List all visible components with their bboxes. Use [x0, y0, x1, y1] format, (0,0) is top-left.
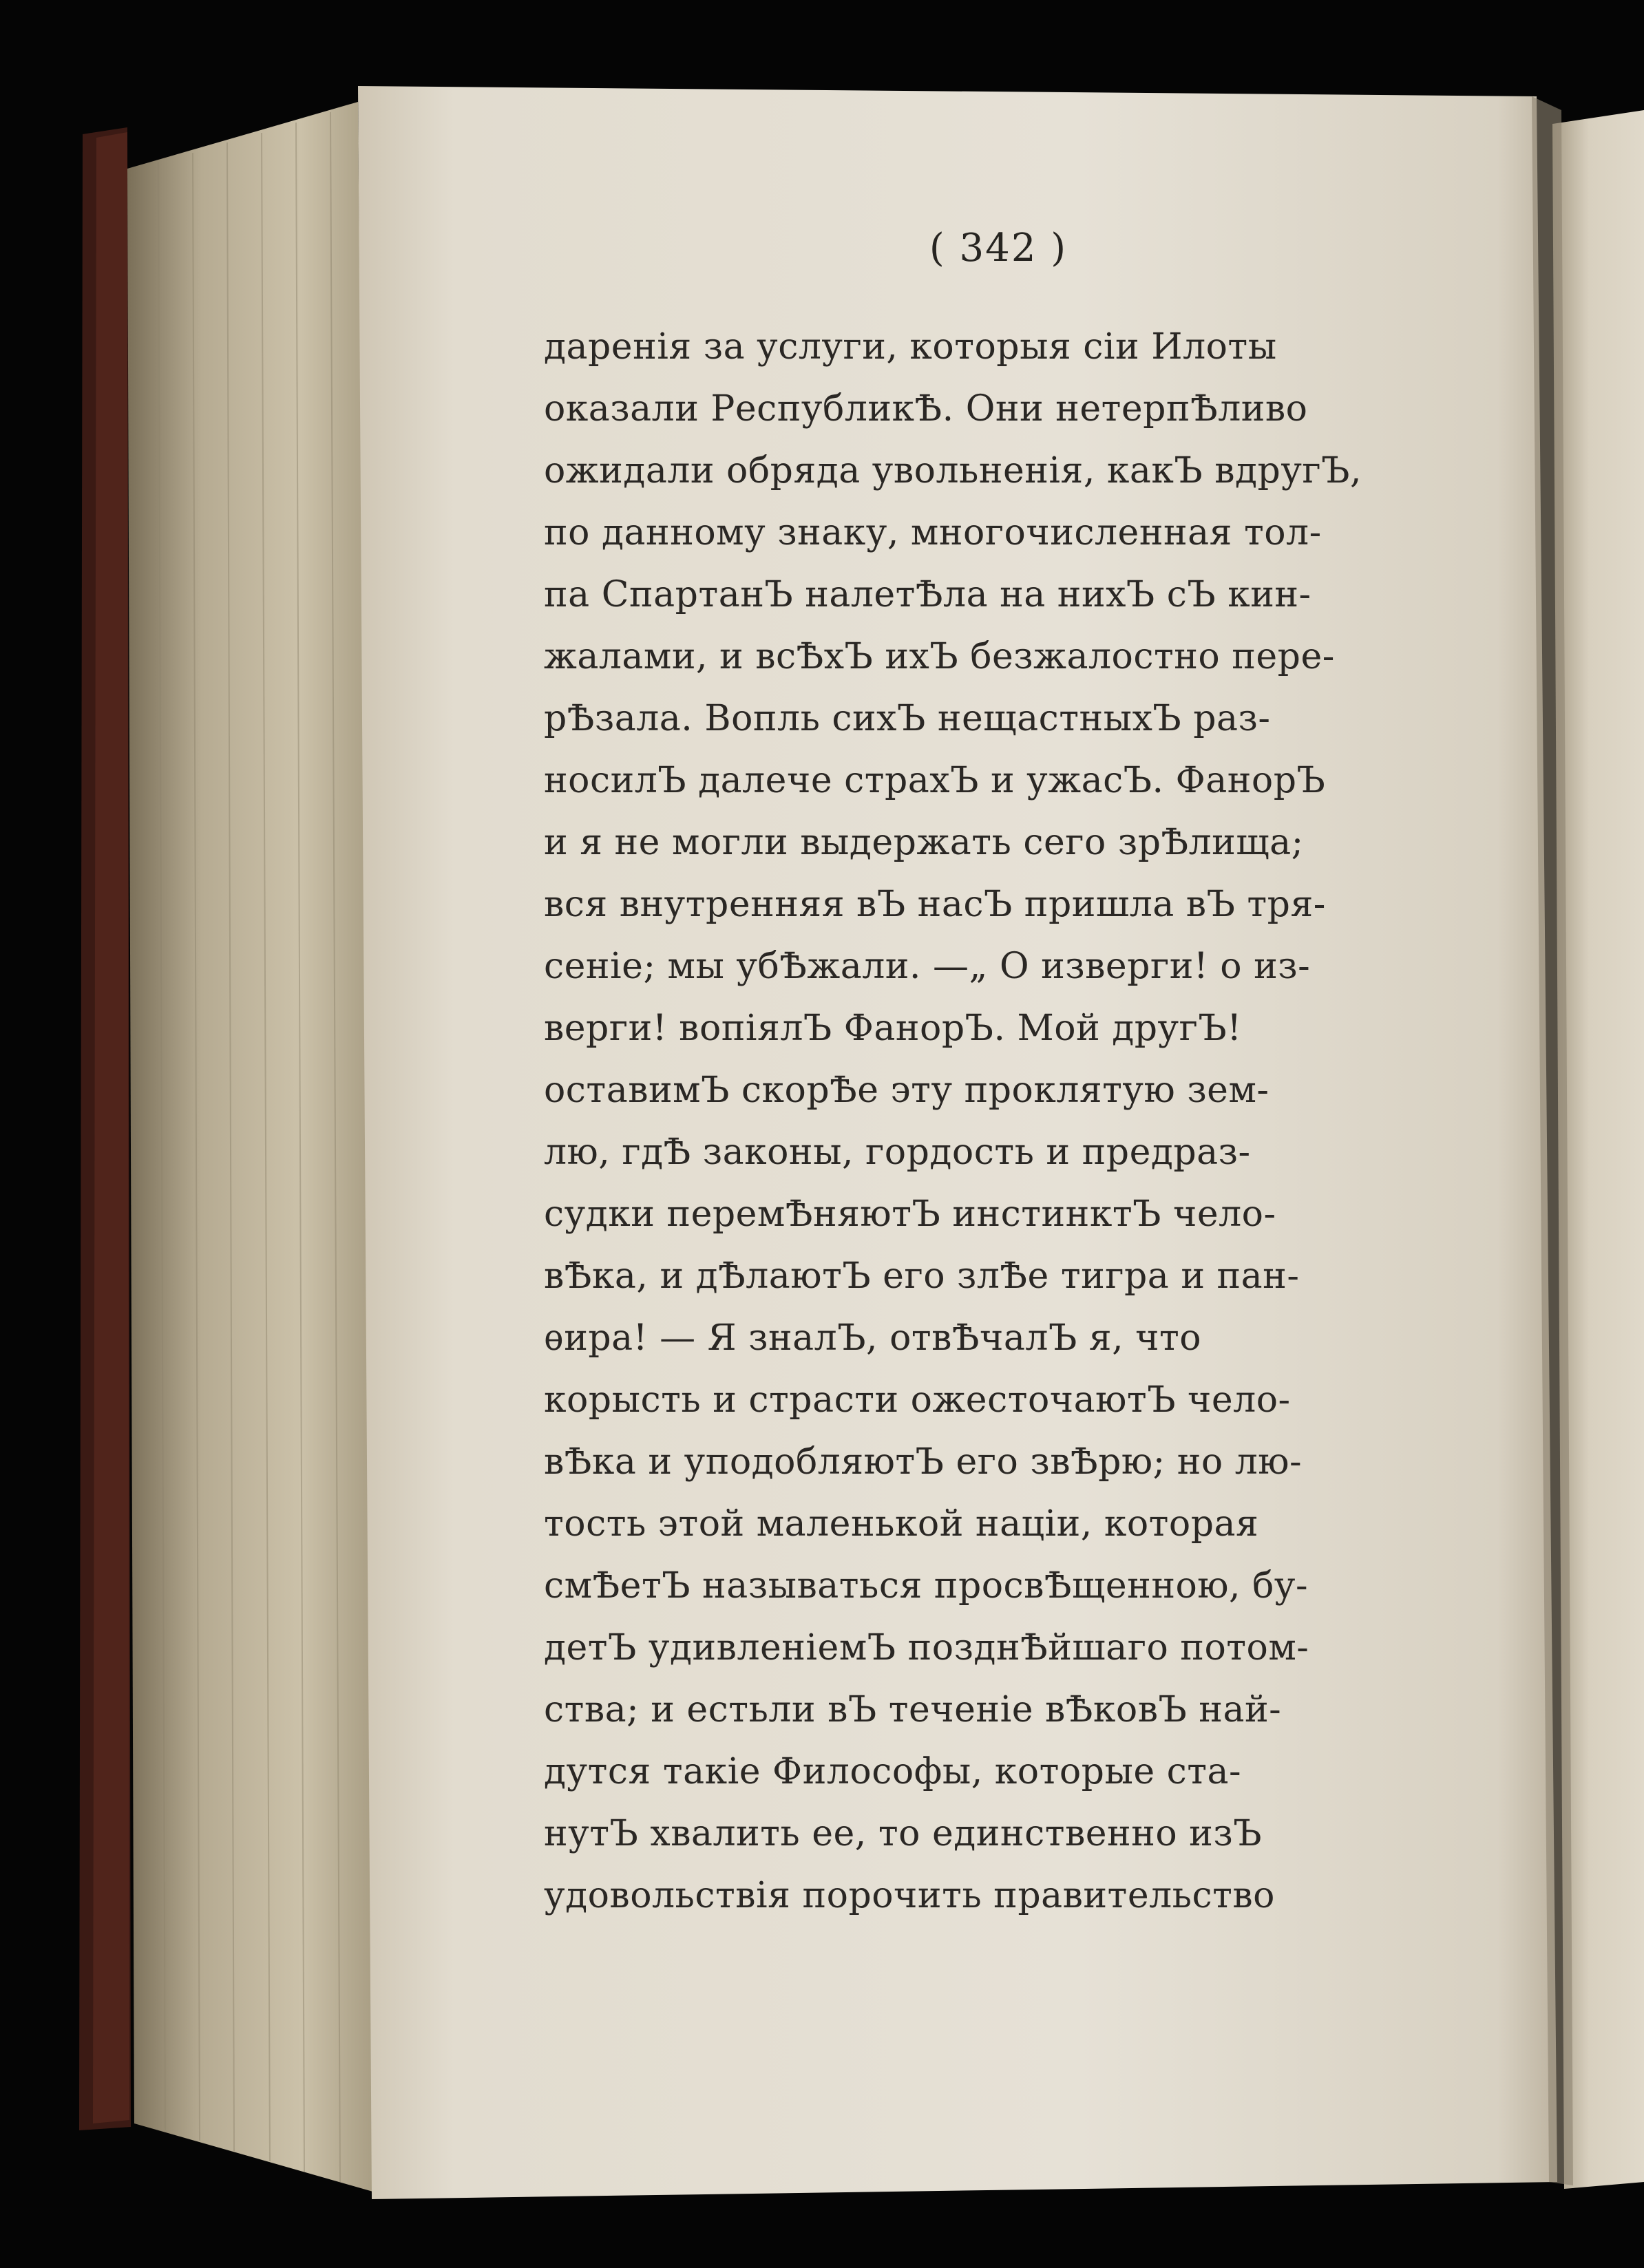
text-line: оказали РеспубликѢ. Они нетерпѢливо	[544, 388, 1308, 430]
text-line: вся внутренняя вЪ насЪ пришла вЪ тря-	[544, 884, 1326, 925]
text-line: ства; и естьли вЪ теченіе вѢковЪ най-	[544, 1689, 1282, 1730]
text-line: оставимЪ скорѢе эту проклятую зем-	[544, 1070, 1269, 1111]
text-line: ожидали обряда увольненія, какЪ вдругЪ,	[544, 450, 1362, 491]
text-line: даренія за услуги, которыя сіи Илоты	[544, 326, 1277, 368]
text-line: удовольствія порочить правительство	[544, 1875, 1275, 1916]
text-line: дутся такіе Философы, которые ста-	[544, 1751, 1242, 1792]
text-line: и я не могли выдержать сего зрѢлища;	[544, 822, 1304, 863]
text-line: лю, гдѢ законы, гордость и предраз-	[544, 1132, 1251, 1173]
text-line: сеніе; мы убѢжали. —„ О изверги! о из-	[544, 946, 1311, 987]
text-line: судки перемѢняютЪ инстинктЪ чело-	[544, 1194, 1276, 1235]
text-line: смѢетЪ называться просвѢщенною, бу-	[544, 1565, 1309, 1607]
text-line: па СпартанЪ налетѢла на нихЪ сЪ кин-	[544, 574, 1311, 615]
text-line: детЪ удивленіемЪ позднѢйшаго потом-	[544, 1627, 1309, 1668]
text-line: тость этой маленькой націи, которая	[544, 1503, 1259, 1545]
text-line: ѳира! — Я зналЪ, отвѢчалЪ я, что	[544, 1317, 1202, 1359]
text-line: вѢка и уподобляютЪ его звѢрю; но лю-	[544, 1441, 1303, 1483]
text-line: нутЪ хвалить ее, то единственно изЪ	[544, 1813, 1263, 1854]
page-number: ( 342 )	[929, 226, 1068, 271]
text-line: по данному знаку, многочисленная тол-	[544, 512, 1322, 553]
text-line: верги! вопіялЪ ФанорЪ. Мой другЪ!	[544, 1008, 1242, 1049]
text-line: корысть и страсти ожесточаютЪ чело-	[544, 1379, 1291, 1421]
text-line: рѢзала. Вопль сихЪ нещастныхЪ раз-	[544, 698, 1271, 739]
text-line: вѢка, и дѢлаютЪ его злѢе тигра и пан-	[544, 1255, 1300, 1297]
text-line: носилЪ далече страхЪ и ужасЪ. ФанорЪ	[544, 760, 1326, 801]
text-line: жалами, и всѢхЪ ихЪ безжалостно пере-	[544, 636, 1335, 677]
